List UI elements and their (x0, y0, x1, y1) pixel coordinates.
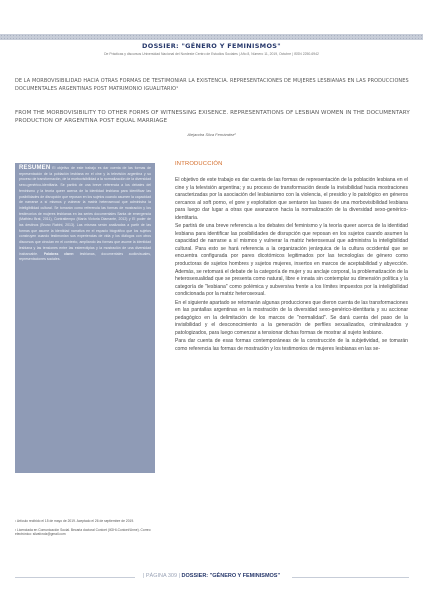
author-name: Alejandra Silva Fernández² (187, 132, 236, 137)
paragraph-4: Para dar cuenta de esas formas contemporáneas de la construcción de la subjetividad, se tomarán como referencia las formas de mostración y los testimonios de mujeres lesbianas en las se- (175, 338, 408, 353)
footnote-1: ¹ Artículo recibido el 15 de mayo de 2019. Aceptado el 26 de septiembre de 2019. (15, 519, 135, 523)
footnotes (15, 519, 155, 541)
dossier-title: DOSSIER: "GÉNERO Y FEMINISMOS" (142, 42, 281, 50)
paragraph-2: Se partirá de una breve referencia a los debates del feminismo y la teoría queer acerca de la identidad lesbiana para identificar las posibilidades de disrupción que reposan en los sujetos cuando asumen la capacidad de narrarse a sí mismos y vulnerar la matriz heterosexual que administra la inteligibilidad cultural. Para esto se hará referencia a la organización jerárquica de la cultura occidental que se encuentra configurada por pares dicotómicos legitimados por las tecnologías de género como productoras de sujetos hombres y sujetos mujeres, insertos en marcos de aceptabilidad y abyección. Además, se retomará el debate de la categoría de mujer y su anclaje corporal, la problematización de la heterosexualidad que se presenta como natural, libre e innata sin contemplar su dimensión política y la categoría de "lesbiana" como polémica y subversiva frente a los límites impuestos por la inteligibilidad condicionada por la matriz heterosexual. (175, 223, 408, 298)
paragraph-1: El objetivo de este trabajo es dar cuenta de las formas de representación de la población lesbiana en el cine y la televisión argentina; y su proceso de transformación desde la invisibilidad hacia mostraciones caracterizadas por la asociación del lesbianismo con la violencia, el presidio y lo patológico en géneros cercanos al soft porno, el gore y exploitation que sentaron las bases de una morbovisibilidad lesbiana para luego dar lugar a otras que avanzaron hacia la normalización de la diversidad sexo-genérico-identitaria. (175, 177, 408, 221)
keywords-text: lesbianas, documentales audiovisuales, representaciones sociales. (19, 251, 151, 262)
body-text (175, 177, 408, 355)
keywords-label: Palabras clave: (43, 251, 75, 256)
footer-dossier: DOSSIER: "GÉNERO Y FEMINISMOS" (181, 573, 281, 579)
abstract-body: El objetivo de este trabajo es dar cuenta de las formas de representación de la población lesbiana en el cine y la televisión argentina y su proceso de transformación, de la morbovisibilidad a la normalización de la diversidad sexo-genérico-identitaria. Se partirá de una breve referencia a los debates del feminismo y la teoría queer acerca de la identidad lesbiana para identificar las posibilidades de disrupción que reposan en los sujetos cuando asumen la capacidad de narrarse a sí mismos y vulnerar la matriz heterosexual que administra la inteligibilidad cultural. Se tomarán como referencia las formas de mostración y los testimonios de mujeres lesbianas en las series documentales Santa de emergencia (Mathieu Brat, 2011), Contratiempo (María Victoria Diamante, 2012) y El poder de las destinos (Bruno Rabini, 2013). Las mismas serán analizadas a partir de las formas que asume la identidad narrativa en el espacio biográfico que los sujetos construyen cuando testimonian sus experiencias de vida y los diálogos con otros discursos que circulan en el contexto, ampliando las formas que asume la identidad lesbiana y las tensiones entre las estereotipias y la mostración de una diversidad inabarcable. (19, 166, 151, 256)
abstract-label: RESUMEN (19, 165, 51, 171)
article-title-english: FROM THE MORBOVISIBILITY TO OTHER FORMS OF WITNESSING EXISENCE. REPRESENTATIONS OF LESBIAN WOMEN IN THE DOCUMENTARY PRODUCTION OF ARGENTINA POST EQUAL MARRIAGE (15, 110, 410, 124)
journal-info: De Prácticas y discursos Universidad Nacional del Nordeste Centro de Estudios Sociales | Año 8, Número 11, 2019, Octubre | ISSN 2250-6942 (104, 52, 319, 56)
article-title-spanish: DE LA MORBOVISIBILIDAD HACIA OTRAS FORMAS DE TESTIMONIAR LA EXISTENCIA. REPRESENTACIONES DE MUJERES LESBIANAS EN LAS PRODUCCIONES DOCUMENTALES ARGENTINAS POST MATRIMONIO IGUALITARIO¹ (15, 78, 409, 92)
header-pattern (0, 34, 423, 40)
section-title: INTRODUCCIÓN (175, 161, 223, 167)
abstract-text-block (19, 166, 151, 263)
page-footer (0, 573, 423, 579)
page-number: | PÁGINA 309 | (142, 573, 181, 579)
paragraph-3: En el siguiente apartado se retomarán algunas producciones que dieron cuenta de las transformaciones en las pantallas argentinas en la mostración de la diversidad sexo-genérico-identitaria y su accionar pedagógico en la delimitación de los marcos de "normalidad". Se dará cuenta del paso de la invisibilidad y el desconocimiento a la generación de perfiles sexualizados, criminalizados y patologizados, para luego comenzar a tensionar dichas formas de mostrar al sujeto lesbiano. (175, 299, 408, 336)
footnote-2: ² Licenciada en Comunicación Social. Becaria doctoral Conicet (IIGHI-Conicet/Unne). Correo electrónico: silvafcndz@gmail.com (15, 527, 151, 537)
